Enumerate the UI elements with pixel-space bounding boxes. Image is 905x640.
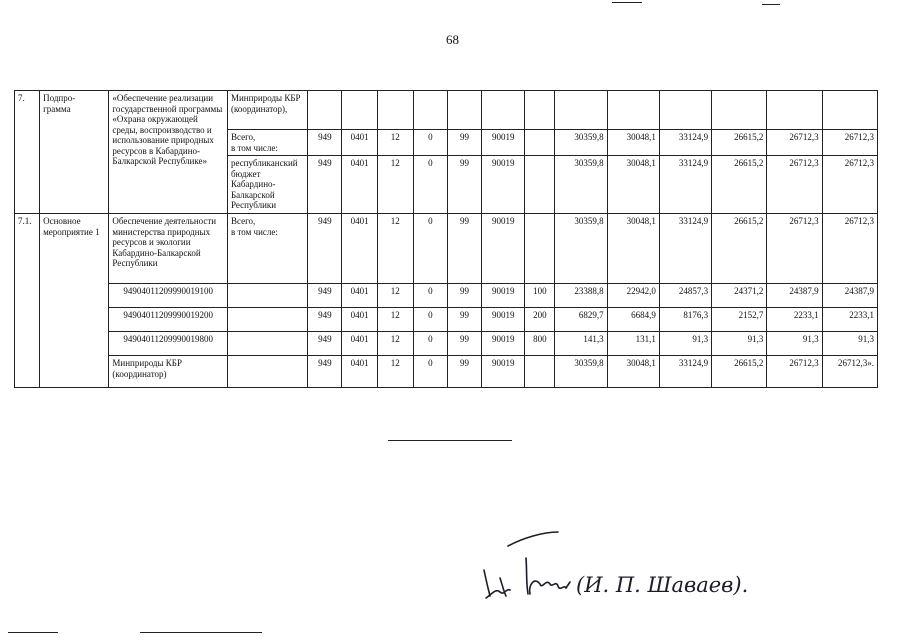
cell: 0 (413, 356, 447, 388)
cell: 33124,9 (659, 130, 711, 156)
cell: 99 (447, 156, 481, 214)
table-row (15, 308, 878, 332)
cell: 2233,1 (822, 308, 877, 332)
cell: 99 (447, 356, 481, 388)
sub-label: Минприроды КБР (координатор), (227, 91, 307, 130)
page-number: 68 (446, 32, 459, 47)
cell: 99 (447, 214, 481, 284)
cell: 6684,9 (607, 308, 659, 332)
cell: 0401 (342, 308, 377, 332)
cell: 30359,8 (555, 356, 607, 388)
cell: 30048,1 (607, 130, 659, 156)
cell: 0 (413, 214, 447, 284)
cell: 33124,9 (659, 356, 711, 388)
sub-label: республиканский бюджет Кабардино-Балкарской Республики (227, 156, 307, 214)
separator-line (388, 440, 512, 441)
cell: 12 (377, 214, 413, 284)
handwritten-signature (478, 518, 748, 608)
cell: 0401 (342, 130, 377, 156)
cell: 141,3 (555, 332, 607, 356)
svg-text:(И. П. Шаваев).: (И. П. Шаваев). (576, 573, 748, 597)
cell (525, 130, 555, 156)
cell: 30359,8 (555, 130, 607, 156)
cell: 33124,9 (659, 214, 711, 284)
cell: 30048,1 (607, 214, 659, 284)
cell: 0 (413, 308, 447, 332)
cell: 949 (308, 130, 342, 156)
cell: 90019 (482, 356, 525, 388)
cell: 0401 (342, 332, 377, 356)
cell: 90019 (482, 156, 525, 214)
cell: 12 (377, 308, 413, 332)
cell: 33124,9 (659, 156, 711, 214)
cell: 90019 (482, 130, 525, 156)
cell: 6829,7 (555, 308, 607, 332)
cell: 131,1 (607, 332, 659, 356)
cell: 26712,3». (822, 356, 877, 388)
footer-line-right (140, 632, 262, 633)
cell: 26712,3 (767, 214, 822, 284)
cell: 99 (447, 284, 481, 308)
cell: 800 (525, 332, 555, 356)
budget-code: 94904011209990019200 (109, 308, 228, 332)
cell: 26615,2 (712, 356, 767, 388)
table-row (15, 356, 878, 388)
row-name: «Обеспечение реализации государственной программы «Охрана окружающей среды, воспроизводство и использование природных ресурсов в Кабардино-Балкарской Республике» (109, 91, 228, 214)
cell: 26712,3 (767, 356, 822, 388)
cell: 0401 (342, 214, 377, 284)
cell: 949 (308, 332, 342, 356)
cell: 90019 (482, 308, 525, 332)
budget-code: 94904011209990019800 (109, 332, 228, 356)
sub-label: Всего, в том числе: (227, 130, 307, 156)
cell: 23388,8 (555, 284, 607, 308)
cell: 12 (377, 130, 413, 156)
cell: 949 (308, 156, 342, 214)
cell: 26712,3 (822, 130, 877, 156)
cell: 22942,0 (607, 284, 659, 308)
cell: 0 (413, 284, 447, 308)
row-kind: Подпро- грамма (40, 91, 109, 214)
footer-line-left (8, 632, 58, 633)
cell: 30359,8 (555, 156, 607, 214)
cell: 26712,3 (767, 156, 822, 214)
cell: 99 (447, 308, 481, 332)
cell: 0401 (342, 156, 377, 214)
scan-mark-top-right (762, 4, 780, 5)
cell: 26712,3 (822, 156, 877, 214)
cell: 949 (308, 356, 342, 388)
table-row (15, 332, 878, 356)
budget-table (14, 90, 878, 388)
cell: 2233,1 (767, 308, 822, 332)
sub-label: Минприроды КБР (координатор) (109, 356, 228, 388)
cell: 12 (377, 356, 413, 388)
cell: 8176,3 (659, 308, 711, 332)
cell: 0401 (342, 284, 377, 308)
cell: 0 (413, 130, 447, 156)
cell: 90019 (482, 284, 525, 308)
cell: 0 (413, 332, 447, 356)
cell: 30048,1 (607, 156, 659, 214)
cell: 91,3 (767, 332, 822, 356)
cell: 26615,2 (712, 156, 767, 214)
cell: 0 (413, 156, 447, 214)
cell: 12 (377, 332, 413, 356)
cell: 30359,8 (555, 214, 607, 284)
cell: 26615,2 (712, 214, 767, 284)
cell (525, 356, 555, 388)
cell: 24371,2 (712, 284, 767, 308)
cell: 949 (308, 284, 342, 308)
cell (525, 214, 555, 284)
table-row (15, 91, 878, 130)
cell: 200 (525, 308, 555, 332)
row-number: 7. (15, 91, 40, 214)
cell: 99 (447, 130, 481, 156)
cell: 91,3 (712, 332, 767, 356)
cell: 12 (377, 156, 413, 214)
budget-code: 94904011209990019100 (109, 284, 228, 308)
cell: 2152,7 (712, 308, 767, 332)
cell: 949 (308, 214, 342, 284)
row-name: Обеспечение деятельности министерства природных ресурсов и экологии Кабардино-Балкарской Республики (109, 214, 228, 284)
cell: 26712,3 (767, 130, 822, 156)
cell: 24387,9 (767, 284, 822, 308)
row-kind: Основное мероприятие 1 (40, 214, 109, 388)
sub-label: Всего, в том числе: (227, 214, 307, 284)
cell: 90019 (482, 214, 525, 284)
cell: 26615,2 (712, 130, 767, 156)
cell: 99 (447, 332, 481, 356)
cell: 30048,1 (607, 356, 659, 388)
cell: 26712,3 (822, 214, 877, 284)
cell: 90019 (482, 332, 525, 356)
scan-mark-top (612, 2, 642, 3)
cell: 91,3 (659, 332, 711, 356)
cell (525, 156, 555, 214)
table-row (15, 214, 878, 284)
cell: 100 (525, 284, 555, 308)
row-number: 7.1. (15, 214, 40, 388)
cell: 0401 (342, 356, 377, 388)
table-row (15, 284, 878, 308)
cell: 24857,3 (659, 284, 711, 308)
cell: 949 (308, 308, 342, 332)
cell: 91,3 (822, 332, 877, 356)
cell: 12 (377, 284, 413, 308)
cell: 24387,9 (822, 284, 877, 308)
